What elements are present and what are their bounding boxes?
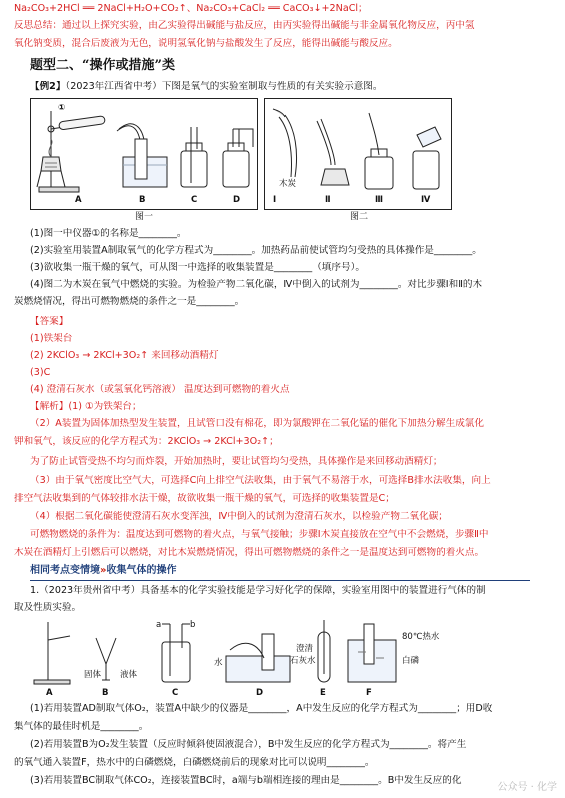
marker-1-label: ① xyxy=(58,103,66,113)
reflection-line-2: 氧化钠变质，混合后废液为无色，说明氢氧化钠与盐酸发生了反应，能得出碱能与酸反应。 xyxy=(14,38,398,49)
reflection-line-1: 反思总结：通过以上探究实验，由乙实验得出碱能与盐反应，由丙实验得出碱能与非金属氧化物反应，丙中氢 xyxy=(14,20,475,31)
figure-2-frame xyxy=(264,98,452,210)
step-1-label: Ⅰ xyxy=(273,195,277,205)
fig3-liquid-label: 液体 xyxy=(120,670,138,680)
figure-2-caption: 图二 xyxy=(350,212,369,222)
fig3-phosphorus-label: 白磷 xyxy=(402,656,420,666)
analysis-line-1: 【解析】(1) ①为铁架台； xyxy=(30,401,142,412)
fig3-label-c: C xyxy=(172,688,179,698)
answer-tag: 【答案】 xyxy=(30,316,69,327)
fig3-limewater-2: 石灰水 xyxy=(290,656,316,666)
variant-header xyxy=(30,565,176,578)
q1-part1-line2: 集气体的最佳时机是________。 xyxy=(14,721,149,732)
charcoal-label: 木炭 xyxy=(279,179,297,189)
fig3-label-f: F xyxy=(366,688,372,698)
example-tag: 【例2】 xyxy=(30,81,66,92)
apparatus-d xyxy=(223,129,253,187)
q1-part2-line1: (2)若用装置B为O₂发生装置（反应时倾斜使固液混合），B中发生反应的化学方程式为________。将产生 xyxy=(30,739,467,750)
label-a: A xyxy=(75,195,82,205)
label-c: C xyxy=(191,195,198,205)
fig3-label-e: E xyxy=(320,688,326,698)
analysis-line-8: 可燃物燃烧的条件为：温度达到可燃物的着火点，与氧气接触；步骤Ⅰ木炭直接放在空气中不会燃烧，步骤Ⅱ中 xyxy=(30,529,489,540)
analysis-line-3: 钾和氧气，该反应的化学方程式为：2KClO₃ → 2KCl+3O₂↑； xyxy=(14,436,279,447)
fig3-label-b: B xyxy=(102,688,109,698)
apparatus-a xyxy=(37,111,105,192)
q1-part1-line1: (1)若用装置AD制取气体O₂，装置A中缺少的仪器是________，A中发生反应的化学方程式为________；用D收 xyxy=(30,703,493,714)
figure-1-frame xyxy=(30,98,258,210)
q1-part3-line1: (3)若用装置BC制取气体CO₂，连接装置BC时，a端与b端相连接的理由是________。B中发生反应的化 xyxy=(30,775,462,786)
variant-subtitle: 收集气体的操作 xyxy=(106,565,177,576)
answer-1: (1)铁架台 xyxy=(30,333,73,344)
figure-3 xyxy=(30,618,520,700)
step-4-label: Ⅳ xyxy=(421,195,431,205)
section-heading: 题型二、“操作或措施”类 xyxy=(30,58,175,73)
example-intro xyxy=(30,81,551,93)
analysis-line-7: （4）根据二氧化碳能使澄清石灰水变浑浊，Ⅳ中倒入的试剂为澄清石灰水，以检验产物二氧化碳； xyxy=(30,511,448,522)
question-4-cont: 炭燃烧情况，得出可燃物燃烧的条件之一是________。 xyxy=(14,296,245,307)
answer-3: (3)C xyxy=(30,367,51,378)
label-b: B xyxy=(139,195,146,205)
figure-1-caption: 图一 xyxy=(135,212,154,222)
fig3-limewater-1: 澄清 xyxy=(296,644,314,654)
apparatus-c xyxy=(181,127,207,187)
question-4: (4)图二为木炭在氧气中燃烧的实验。为检验产物二氧化碳，Ⅳ中倒入的试剂为________。对比步骤Ⅰ和Ⅱ的木 xyxy=(30,279,483,290)
fig3-a-label: a xyxy=(156,620,162,630)
answer-2: (2) 2KClO₃ → 2KCl+3O₂↑ 来回移动酒精灯 xyxy=(30,350,219,361)
q1-intro-line-2: 取及性质实验。 xyxy=(14,602,82,613)
variant-arrow: » xyxy=(100,565,107,576)
fig3-water-label: 水 xyxy=(214,658,223,668)
step-3-label: Ⅲ xyxy=(375,195,384,205)
analysis-line-6: 排空气法收集到的气体较排水法干燥，故欲收集一瓶干燥的氧气，可选择的收集装置是C； xyxy=(14,493,395,504)
variant-divider xyxy=(30,580,530,581)
analysis-line-2: （2）A装置为固体加热型发生装置，且试管口没有棉花，即为氯酸钾在二氧化锰的催化下加热分解生成氯化 xyxy=(30,418,484,429)
fig3-b-label: b xyxy=(190,620,196,630)
question-1: (1)图一中仪器①的名称是________。 xyxy=(30,228,187,239)
question-3: (3)欲收集一瓶干燥的氧气，可从图一中选择的收集装置是________（填序号）。 xyxy=(30,262,365,273)
example-text: （2023年江西省中考）下图是氧气的实验室制取与性质的有关实验示意图。 xyxy=(65,81,383,92)
label-d: D xyxy=(233,195,241,205)
q1-part2-line2: 的氧气通入装置F，热水中的白磷燃烧，白磷燃烧前后的现象对比可以说明________。 xyxy=(14,757,375,768)
top-equation-line: Na₂CO₃+2HCl ══ 2NaCl+H₂O+CO₂↑、Na₂CO₃+CaCl₂ ══ CaCO₃↓+2NaCl； xyxy=(14,3,368,14)
watermark: 公众号 · 化学 xyxy=(497,781,557,793)
fig3-solid-label: 固体 xyxy=(84,670,102,680)
variant-title: 相同考点变情境 xyxy=(30,565,100,576)
q1-intro-line-1: 1.（2023年贵州省中考）具备基本的化学实验技能是学习好化学的保障，实验室用图中的装置进行气体的制 xyxy=(30,585,486,596)
step-2-label: Ⅱ xyxy=(325,195,331,205)
apparatus-b xyxy=(117,124,167,187)
answer-4: (4) 澄清石灰水（或氢氧化钙溶液） 温度达到可燃物的着火点 xyxy=(30,384,290,395)
analysis-line-4: 为了防止试管受热不均匀而炸裂，开始加热时，要让试管均匀受热，具体操作是来回移动酒精灯； xyxy=(30,456,443,467)
fig3-label-d: D xyxy=(256,688,264,698)
analysis-line-9: 木炭在酒精灯上引燃后可以燃烧，对比木炭燃烧情况，得出可燃物燃烧的条件之一是温度达到可燃物的着火点。 xyxy=(14,547,485,558)
question-2: (2)实验室用装置A制取氧气的化学方程式为________。加热药品前使试管均匀受热的具体操作是________。 xyxy=(30,245,482,256)
analysis-line-5: （3）由于氧气密度比空气大，可选择C向上排空气法收集，由于氧气不易溶于水，可选择B排水法收集，向上 xyxy=(30,475,491,486)
fig3-label-a: A xyxy=(46,688,53,698)
fig3-hotwater-label: 80℃热水 xyxy=(402,632,440,642)
